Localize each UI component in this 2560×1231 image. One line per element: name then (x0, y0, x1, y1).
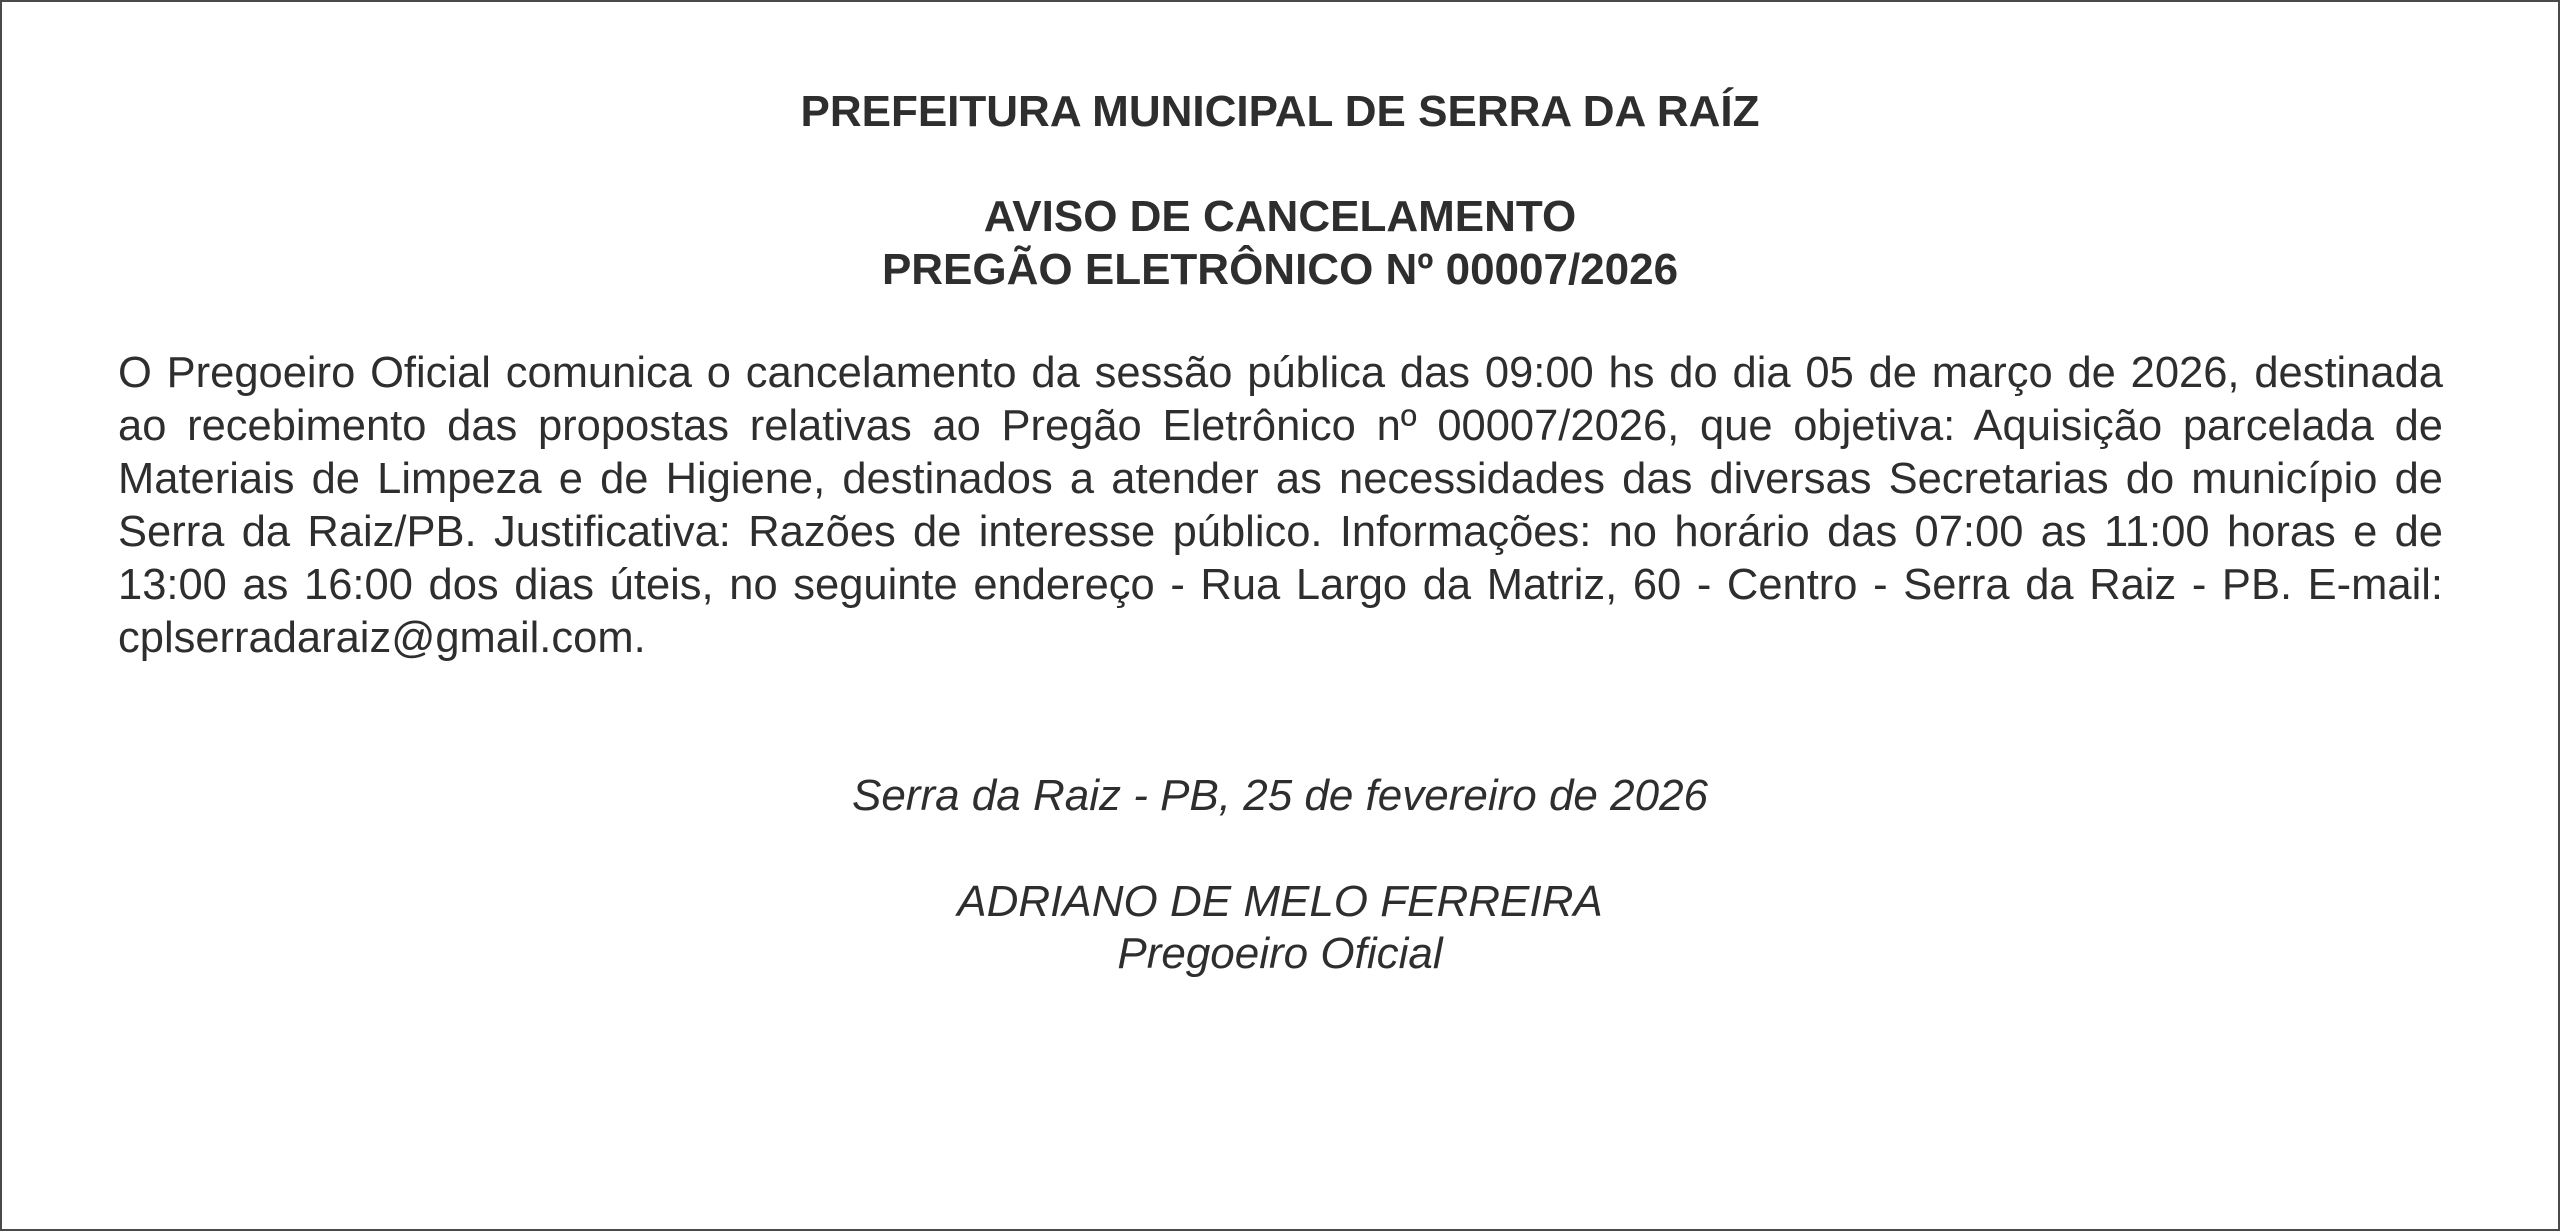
place-date: Serra da Raiz - PB, 25 de fevereiro de 2026 (851, 771, 1709, 820)
signer-role: Pregoeiro Oficial (1117, 929, 1443, 978)
municipality-heading: PREFEITURA MUNICIPAL DE SERRA DA RAÍZ (800, 87, 1760, 136)
notice-body-paragraph: O Pregoeiro Oficial comunica o cancelamento da sessão pública das 09:00 hs do dia 05 de março de 2026, destinada ao recebimento das propostas relativas ao Pregão Eletrônico nº 00007/2026, que objetiva: Aquisição parcelada de Materiais de Limpeza e de Higiene, destinados a atender as necessidades das diversas Secretarias do município de Serra da Raiz/PB. Justificativa: Razões de interesse público. Informações: no horário das 07:00 as 11:00 horas e de 13:00 as 16:00 dos dias úteis, no seguinte endereço - Rua Largo da Matriz, 60 - Centro - Serra da Raiz - PB. E-mail: cplserradaraiz@gmail.com. (118, 349, 2443, 662)
process-title: PREGÃO ELETRÔNICO Nº 00007/2026 (881, 245, 1679, 294)
notice-title: AVISO DE CANCELAMENTO (983, 192, 1577, 241)
signer-name: ADRIANO DE MELO FERREIRA (957, 877, 1603, 926)
